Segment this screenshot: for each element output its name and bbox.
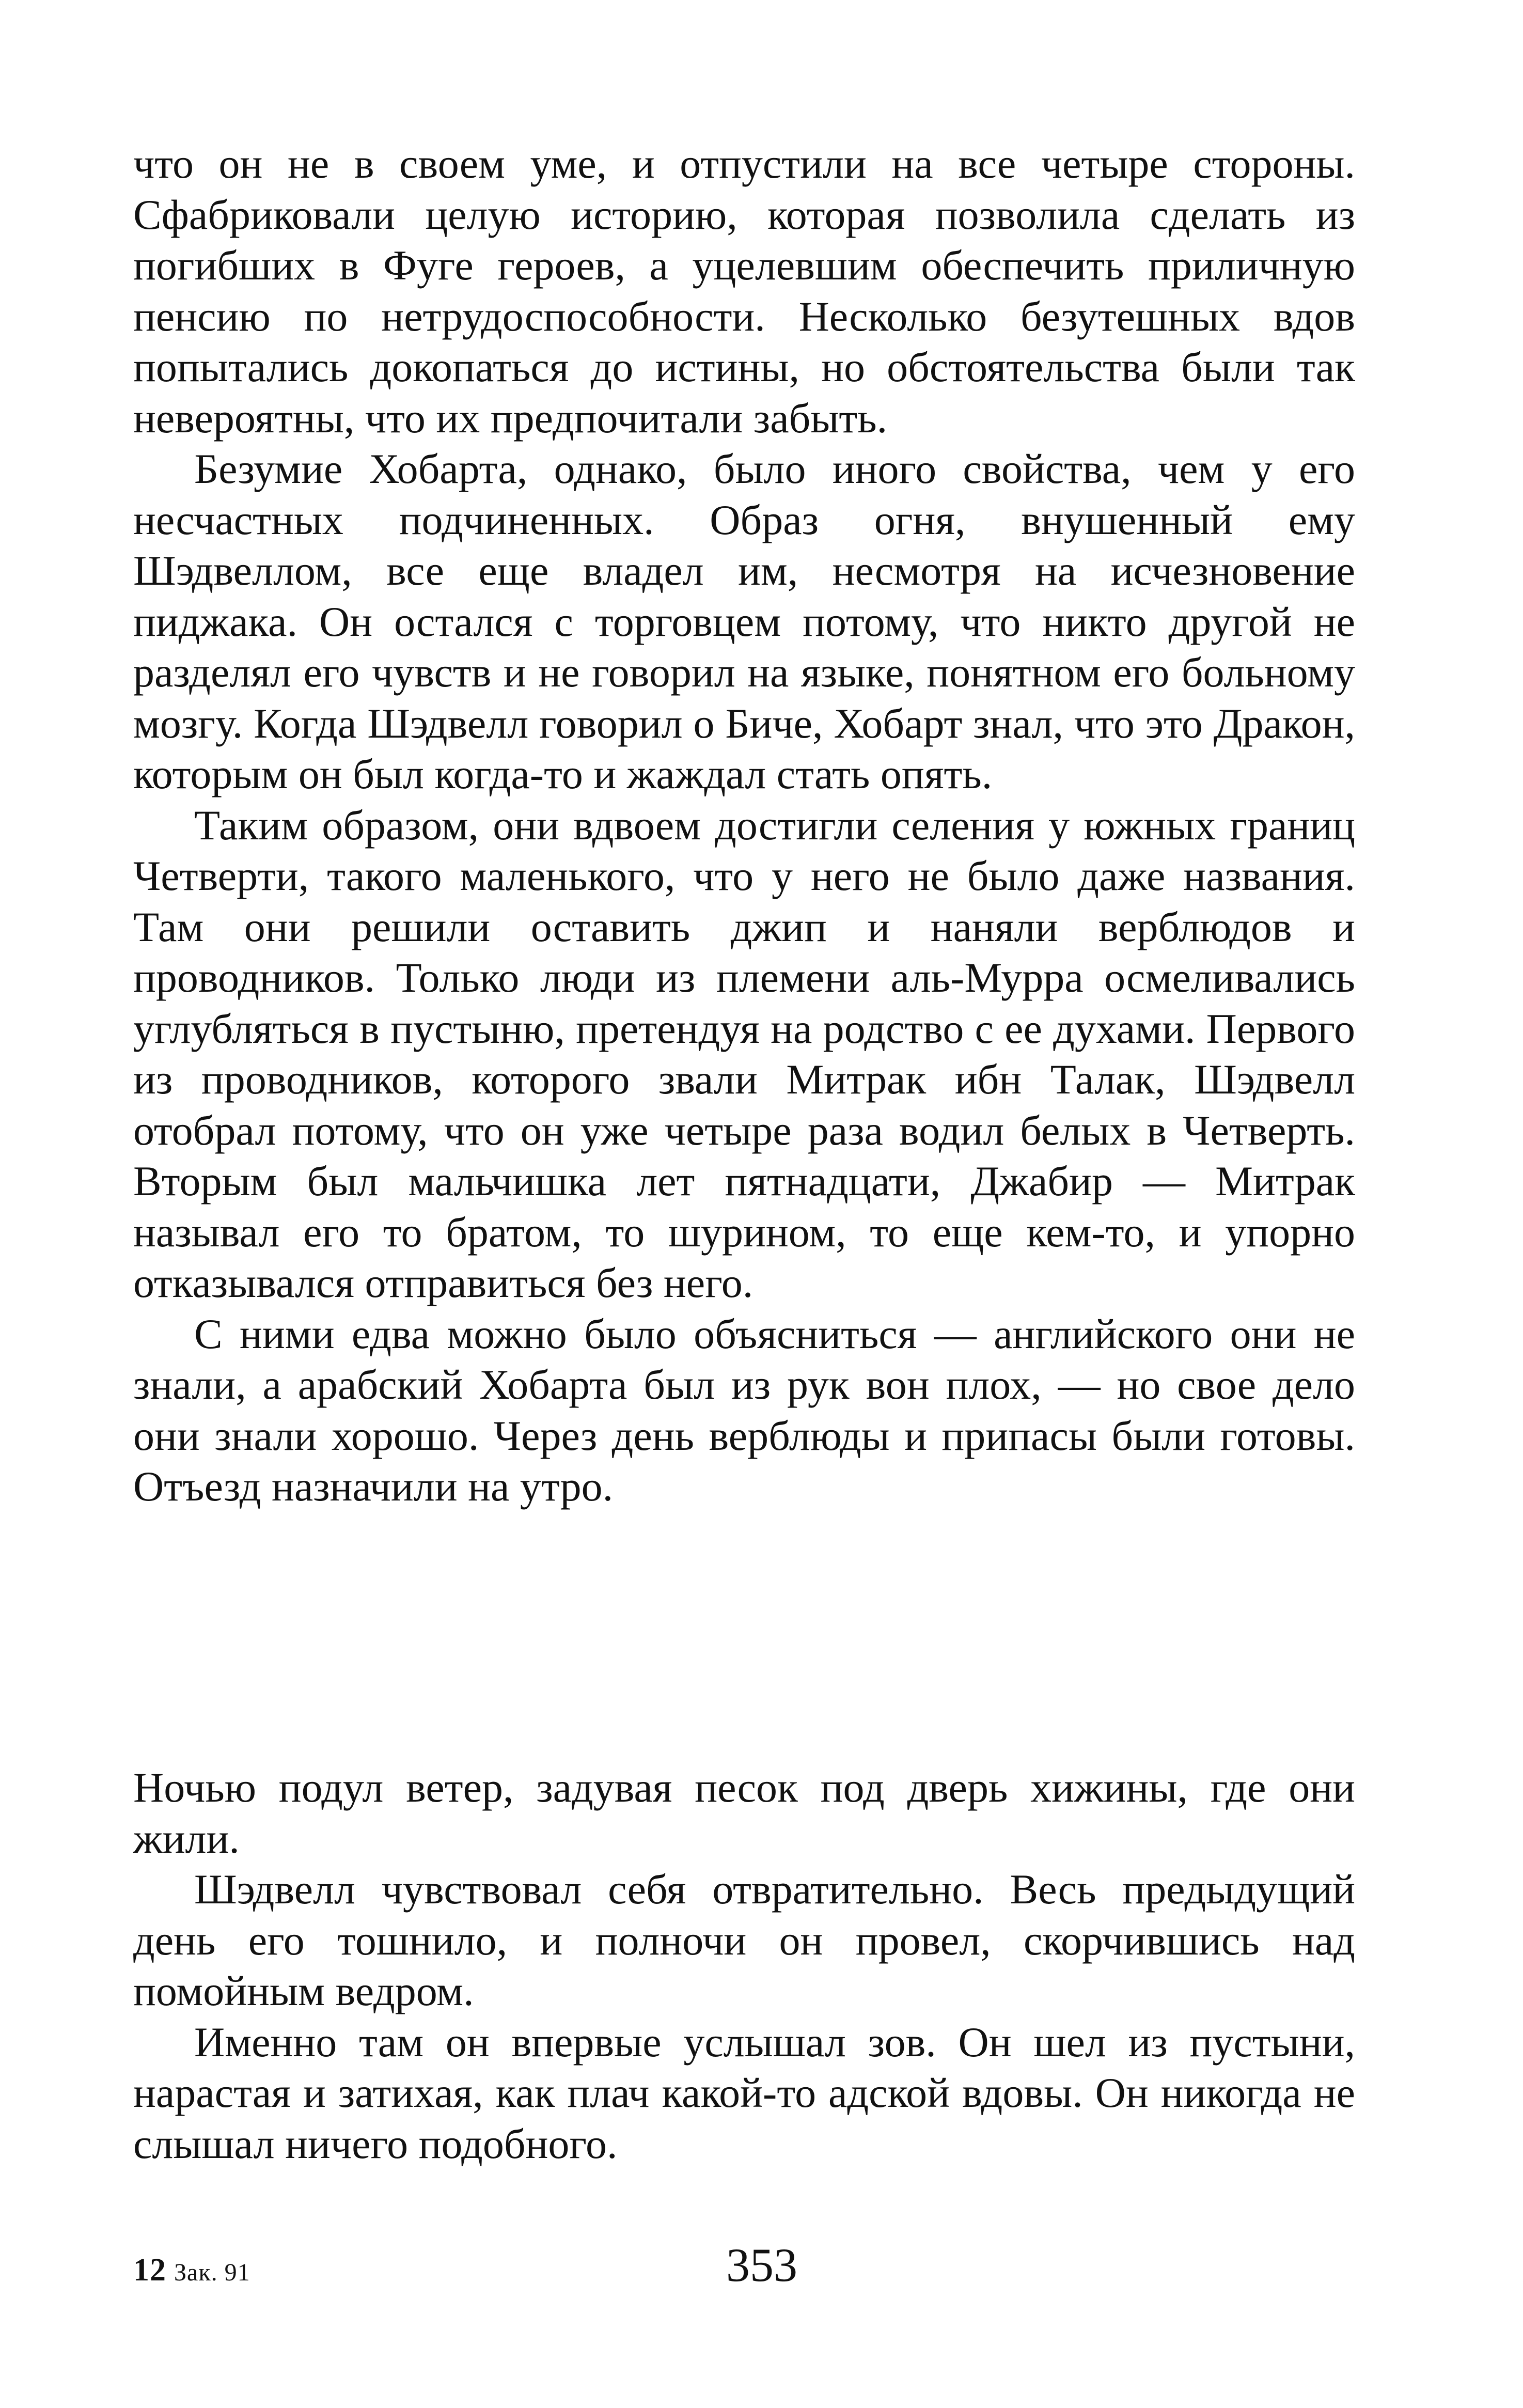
paragraph: Именно там он впервые услышал зов. Он шел из пустыни, нарастая и затихая, как плач какой-то адской вдовы. Он никогда не слышал ничего подобного. bbox=[133, 2018, 1355, 2167]
page-footer bbox=[0, 2239, 1523, 2296]
paragraph: Таким образом, они вдвоем достигли селения у южных границ Четверти, такого маленького, что у него не было даже названия. Там они решили оставить джип и наняли верблюдов и проводников. Только люди из племени аль-Мурра осмеливались углубляться в пустыню, претендуя на родство с ее духами. Первого из проводников, которого звали Митрак ибн Талак, Шэдвелл отобрал потому, что он уже четыре раза водил белых в Четверть. Вторым был мальчишка лет пятнадцати, Джабир — Митрак называл его то братом, то шурином, то еще кем-то, и упорно отказывался отправиться без него. bbox=[133, 801, 1355, 1306]
paragraph-section-start: Ночью подул ветер, задувая песок под дверь хижины, где они жили. bbox=[133, 1764, 1355, 1862]
text-section-bottom bbox=[133, 1762, 1355, 2169]
paragraph: Шэдвелл чувствовал себя отвратительно. Весь предыдущий день его тошнило, и полночи он провел, скорчившись над помойным ведром. bbox=[133, 1866, 1355, 2014]
signature-number: 12 bbox=[133, 2253, 166, 2288]
signature-mark: Зак. 91 bbox=[174, 2259, 250, 2286]
paragraph-continued: что он не в своем уме, и отпустили на все четыре стороны. Сфабриковали целую историю, которая позволила сделать из погибших в Фуге героев, а уцелевшим обеспечить приличную пенсию по нетрудоспособности. Несколько безутешных вдов попытались докопаться до истины, но обстоятельства были так невероятны, что их предпочитали забыть. bbox=[133, 140, 1355, 442]
printer-signature bbox=[133, 2249, 250, 2293]
text-section-top bbox=[133, 138, 1355, 1512]
page-number: 353 bbox=[726, 2239, 797, 2291]
paragraph: С ними едва можно было объясниться — английского они не знали, а арабский Хобарта был из рук вон плох, — но свое дело они знали хорошо. Через день верблюды и припасы были готовы. Отъезд назначили на утро. bbox=[133, 1310, 1355, 1510]
paragraph: Безумие Хобарта, однако, было иного свойства, чем у его несчастных подчиненных. Образ огня, внушенный ему Шэдвеллом, все еще владел им, несмотря на исчезновение пиджака. Он остался с торговцем потому, что никто другой не разделял его чувств и не говорил на языке, понятном его больному мозгу. Когда Шэдвелл говорил о Биче, Хобарт знал, что это Дракон, которым он был когда-то и жаждал стать опять. bbox=[133, 445, 1355, 798]
